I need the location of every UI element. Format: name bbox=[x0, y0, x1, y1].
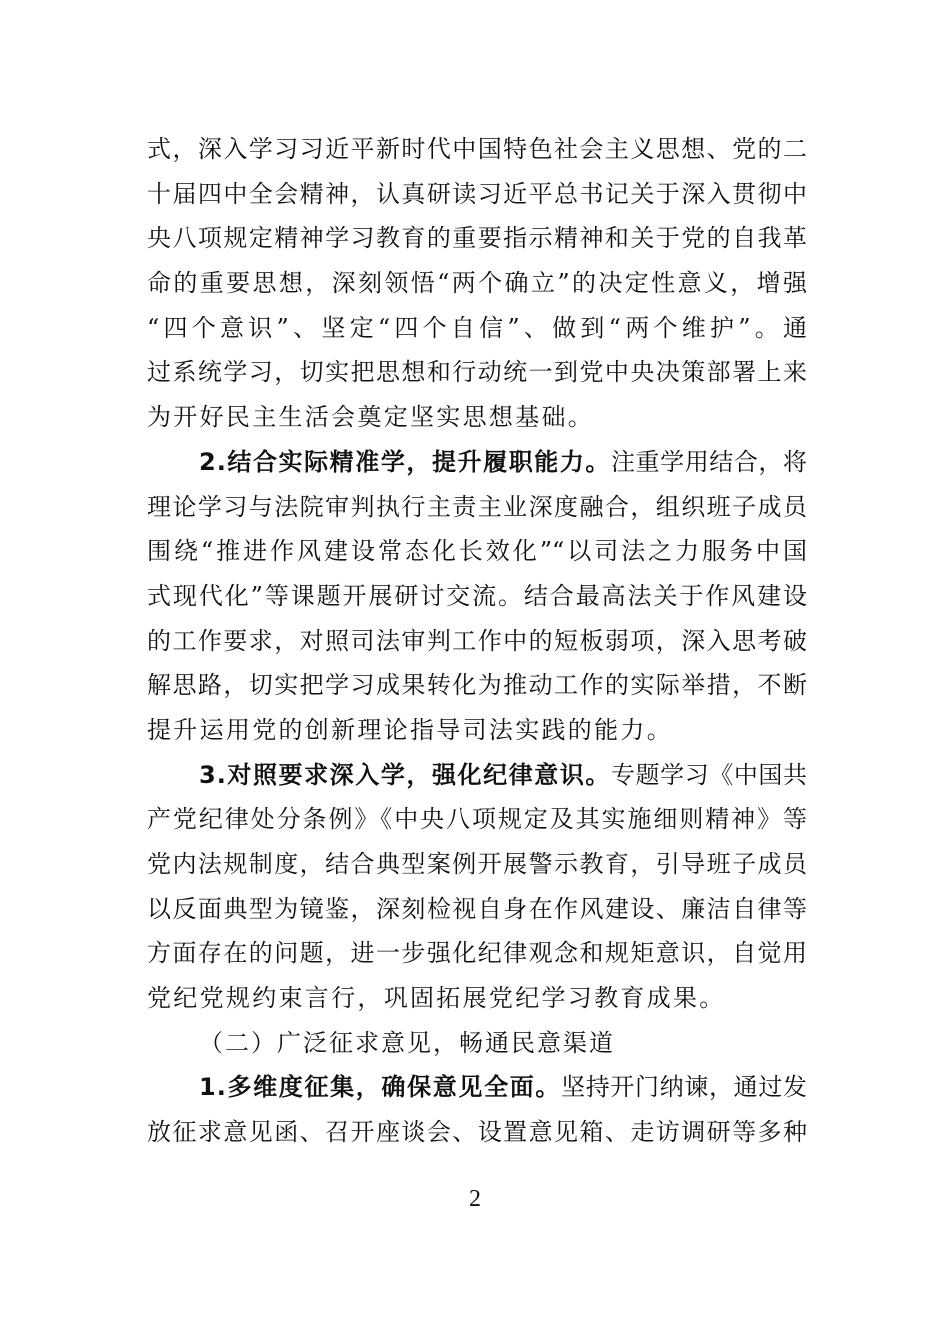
paragraph-line: 党内法规制度，结合典型案例开展警示教育，引导班子成员 bbox=[147, 850, 807, 878]
paragraph-line: 的工作要求，对照司法审判工作中的短板弱项，深入思考破 bbox=[147, 626, 807, 655]
paragraph-line: 为开好民主生活会奠定坚实思想基础。 bbox=[147, 403, 595, 432]
paragraph-line: 围绕“推进作风建设常态化长效化”“以司法之力服务中国 bbox=[147, 537, 807, 566]
paragraph-line: 式，深入学习习近平新时代中国特色社会主义思想、党的二 bbox=[147, 135, 807, 163]
paragraph-line: 式现代化”等课题开展研讨交流。结合最高法关于作风建设 bbox=[147, 581, 807, 610]
paragraph-text: 坚持开门纳谏，通过发 bbox=[561, 1073, 807, 1102]
paragraph-text: 注重学用结合，将 bbox=[610, 447, 807, 476]
paragraph-line: 命的重要思想，深刻领悟“两个确立”的决定性意义，增强 bbox=[147, 269, 807, 298]
paragraph-line: 理论学习与法院审判执行主责主业深度融合，组织班子成员 bbox=[147, 492, 807, 521]
subheading-bold: 3.对照要求深入学，强化纪律意识。 bbox=[199, 760, 611, 789]
paragraph-line: 方面存在的问题，进一步强化纪律观念和规矩意识，自觉用 bbox=[147, 939, 807, 968]
subheading-line bbox=[147, 1065, 807, 1110]
subheading-line bbox=[147, 753, 807, 798]
paragraph-line: 提升运用党的创新理论指导司法实践的能力。 bbox=[147, 715, 673, 744]
paragraph-line: 解思路，切实把学习成果转化为推动工作的实际举措，不断 bbox=[147, 671, 807, 700]
paragraph-line: 十届四中全会精神，认真研读习近平总书记关于深入贯彻中 bbox=[147, 179, 807, 208]
subheading-bold: 2.结合实际精准学，提升履职能力。 bbox=[199, 447, 611, 476]
paragraph-line: “四个意识”、坚定“四个自信”、做到“两个维护”。通 bbox=[147, 313, 807, 342]
paragraph-line: 过系统学习，切实把思想和行动统一到党中央决策部署上来 bbox=[147, 358, 807, 387]
page-number: 2 bbox=[469, 1186, 481, 1212]
paragraph-line: 党纪党规约束言行，巩固拓展党纪学习教育成果。 bbox=[147, 984, 726, 1013]
section-heading: （二）广泛征求意见，畅通民意渠道 bbox=[199, 1028, 615, 1057]
paragraph-line: 产党纪律处分条例》《中央八项规定及其实施细则精神》等 bbox=[147, 805, 807, 834]
paragraph-line: 以反面典型为镜鉴，深刻检视自身在作风建设、廉洁自律等 bbox=[147, 894, 807, 923]
paragraph-line: 央八项规定精神学习教育的重要指示精神和关于党的自我革 bbox=[147, 224, 807, 253]
subheading-bold: 1.多维度征集，确保意见全面。 bbox=[199, 1073, 562, 1102]
paragraph-text: 专题学习《中国共 bbox=[610, 760, 807, 789]
paragraph-line: 放征求意见函、召开座谈会、设置意见箱、走访调研等多种 bbox=[147, 1118, 807, 1147]
document-page bbox=[147, 127, 807, 1155]
subheading-line bbox=[147, 440, 807, 485]
